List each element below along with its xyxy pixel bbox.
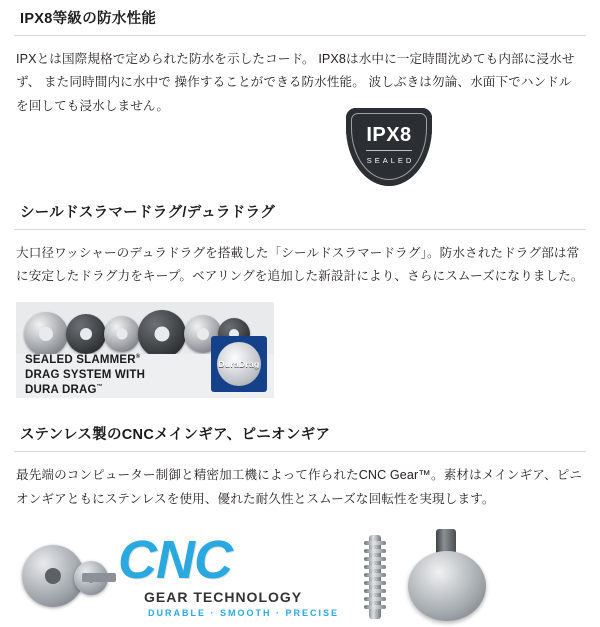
section-drag <box>0 194 600 399</box>
worm-thread-4 <box>364 565 386 569</box>
section-heading-ipx8: IPX8等級の防水性能 <box>14 0 586 36</box>
drag-system-image <box>16 302 274 398</box>
washer-4 <box>138 310 186 358</box>
section-heading-cnc: ステンレス製のCNCメインギア、ピニオンギア <box>14 416 586 452</box>
washer-3 <box>104 316 140 352</box>
duradrag-badge <box>211 336 267 392</box>
worm-thread-8 <box>364 597 386 601</box>
gear-shaft <box>82 573 116 582</box>
shield-divider <box>366 150 412 151</box>
worm-thread-2 <box>364 549 386 553</box>
worm-thread-7 <box>364 589 386 593</box>
main-gear-illustration <box>22 531 118 623</box>
registered-mark-icon: ® <box>135 354 141 361</box>
cnc-logo-word: CNC <box>118 530 232 591</box>
cnc-logo-subtitle: GEAR TECHNOLOGY <box>144 589 303 606</box>
section-heading-drag: シールドスラマードラグ/デュラドラグ <box>14 194 586 230</box>
worm-thread-5 <box>364 573 386 577</box>
worm-thread-3 <box>364 557 386 561</box>
ipx8-shield-badge <box>346 108 432 186</box>
section-ipx8 <box>0 0 600 190</box>
cnc-logo-tagline: DURABLE · SMOOTH · PRECISE <box>148 608 340 619</box>
drag-caption-text <box>25 353 145 397</box>
drag-caption-line3: DURA DRAG <box>25 383 97 396</box>
ipx8-badge-title: IPX8 <box>366 124 412 147</box>
worm-shaft-illustration <box>362 535 388 619</box>
section-body-cnc: 最先端のコンピューター制御と精密加工機によって作られたCNC Gear™。素材はメインギア、ピニオンギアともにステンレスを使用、優れた耐久性とスムーズな回転性を実現します。 <box>16 468 583 506</box>
worm-thread-6 <box>364 581 386 585</box>
worm-thread-9 <box>364 605 386 609</box>
pinion-main-gear <box>408 551 486 621</box>
worm-thread-1 <box>364 541 386 545</box>
ipx8-badge-subtitle: SEALED <box>366 156 415 166</box>
cnc-gear-image <box>0 527 600 627</box>
cnc-logo <box>118 530 358 619</box>
section-body-ipx8: IPXとは国際規格で定められた防水を示したコード。 IPX8は水中に一定時間沈めても内部に浸水せず、 また同時間内に水中で 操作することができる防水性能。 波しぶきは勿論、水面下でハンドルを回しても浸水しません。 <box>16 52 575 113</box>
section-body-drag: 大口径ワッシャーのデュラドラグを搭載した「シールドスラマードラグ」。防水されたドラグ部は常に安定したドラグ力をキープ。ベアリングを追加した新設計により、さらにスムーズになりました。 <box>16 245 584 284</box>
washer-2 <box>66 314 106 354</box>
cnc-image-inner <box>14 527 586 627</box>
drag-caption-line1: SEALED SLAMMER <box>25 354 136 367</box>
washer-1 <box>24 312 68 356</box>
ipx8-badge-area <box>0 120 600 190</box>
section-cnc <box>0 416 600 627</box>
trademark-mark-icon: ™ <box>96 384 103 391</box>
drag-caption-line2: DRAG SYSTEM WITH <box>25 369 146 382</box>
pinion-gear-illustration <box>398 529 494 625</box>
duradrag-badge-label: DuraDrag <box>218 359 260 370</box>
